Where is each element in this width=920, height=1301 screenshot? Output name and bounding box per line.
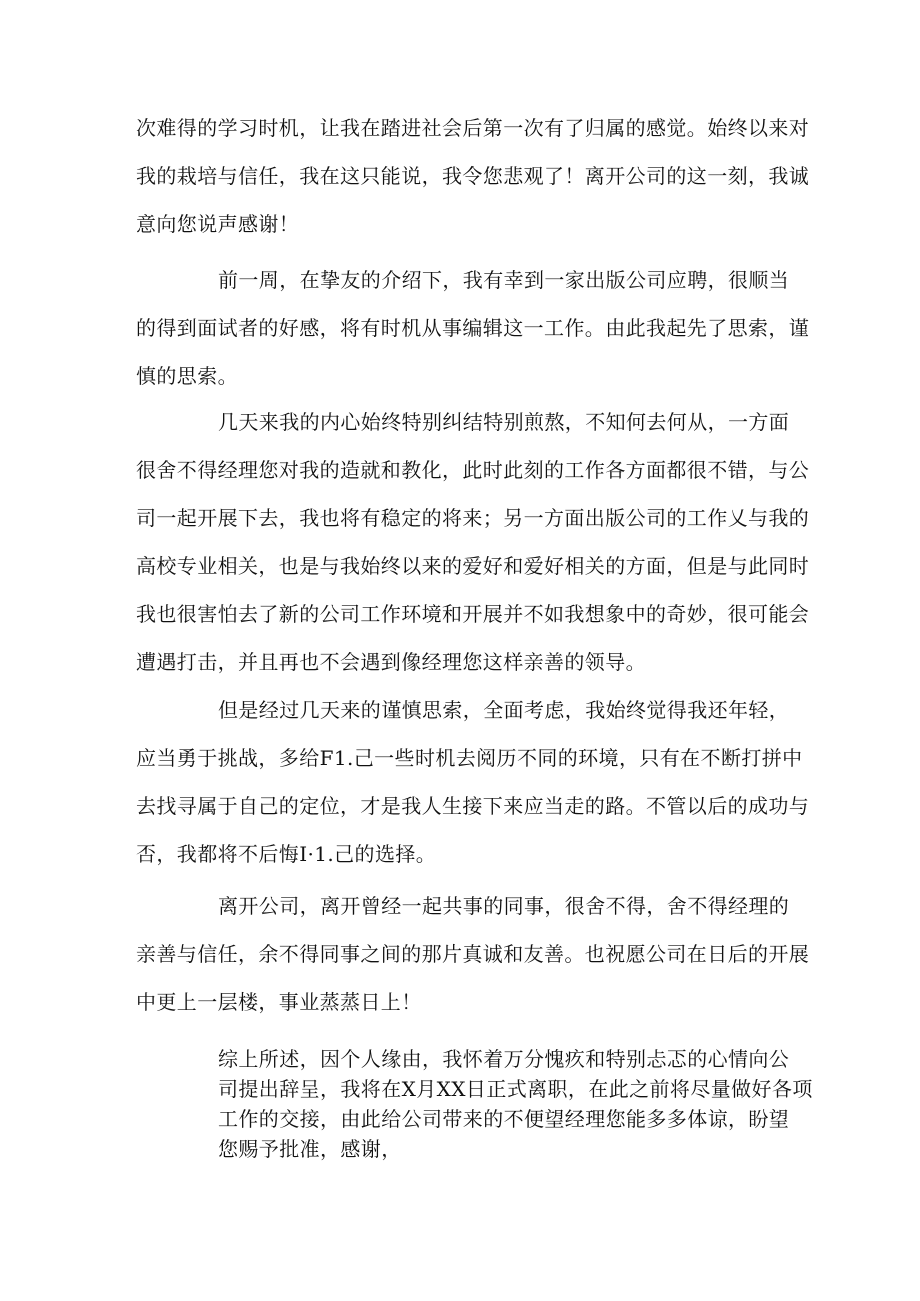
text-line: 高校专业相关，也是与我始终以来的爱好和爱好相关的方面，但是与此同时 [136, 554, 810, 578]
text-line: 慎的思索。 [136, 364, 238, 388]
paragraph-4 [136, 686, 810, 878]
paragraph-1 [136, 104, 810, 248]
text-line: 很舍不得经理您对我的造就和教化，此时此刻的工作各方面都很不错，与公 [136, 458, 810, 482]
text-line: 意向您说声感谢！ [136, 212, 300, 236]
text-line: 否，我都将不后悔I·1.己的选择。 [136, 842, 437, 866]
text-line: 司提出辞呈，我将在X月XX日正式离职，在此之前将尽量做好各项 [218, 1077, 813, 1101]
text-line: 工作的交接，由此给公司带来的不便望经理您能多多体谅，盼望 [218, 1107, 790, 1131]
text-line: 离开公司，离开曾经一起共事的同事，很舍不得，舍不得经理的 [218, 894, 790, 918]
text-line: 应当勇于挑战，多给F1.己一些时机去阅历不同的环境，只有在不断打拼中 [136, 746, 803, 770]
text-line: 去找寻属于自己的定位，才是我人生接下来应当走的路。不管以后的成功与 [136, 794, 810, 818]
paragraph-3 [136, 398, 810, 686]
paragraph-5 [136, 882, 810, 1026]
text-line: 次难得的学习时机，让我在踏进社会后第一次有了归属的感觉。始终以来对 [136, 116, 810, 140]
text-line: 中更上一层楼，事业蒸蒸日上！ [136, 990, 422, 1014]
text-line: 司一起开展下去，我也将有稳定的将来；另一方面出版公司的工作乂与我的 [136, 506, 810, 530]
text-line: 我也很害怕去了新的公司工作环境和开展并不如我想象中的奇妙，很可能会 [136, 602, 810, 626]
text-line: 但是经过几天来的谨慎思索，全面考虑，我始终觉得我还年轻， [218, 698, 790, 722]
text-line: 几天来我的内心始终特别纠结特别煎熬，不知何去何从，一方面 [218, 410, 790, 434]
paragraph-2 [136, 256, 810, 400]
text-line: 亲善与信任，余不得同事之间的那片真诚和友善。也祝愿公司在日后的开展 [136, 942, 810, 966]
closing-paragraph [218, 1044, 813, 1164]
text-line: 我的栽培与信任，我在这只能说，我令您悲观了！离开公司的这一刻，我诚 [136, 164, 810, 188]
text-line: 综上所述，因个人缘由，我怀着万分愧疚和特别忐忑的心情向公 [218, 1047, 790, 1071]
text-line: 前一周，在挚友的介绍下，我有幸到一家出版公司应聘，很顺当 [218, 268, 790, 292]
text-line: 您赐予批准，感谢， [218, 1137, 402, 1161]
text-line: 遭遇打击，并且再也不会遇到像经理您这样亲善的领导。 [136, 650, 646, 674]
text-line: 的得到面试者的好感，将有时机从事编辑这一工作。由此我起先了思索，谨 [136, 316, 810, 340]
